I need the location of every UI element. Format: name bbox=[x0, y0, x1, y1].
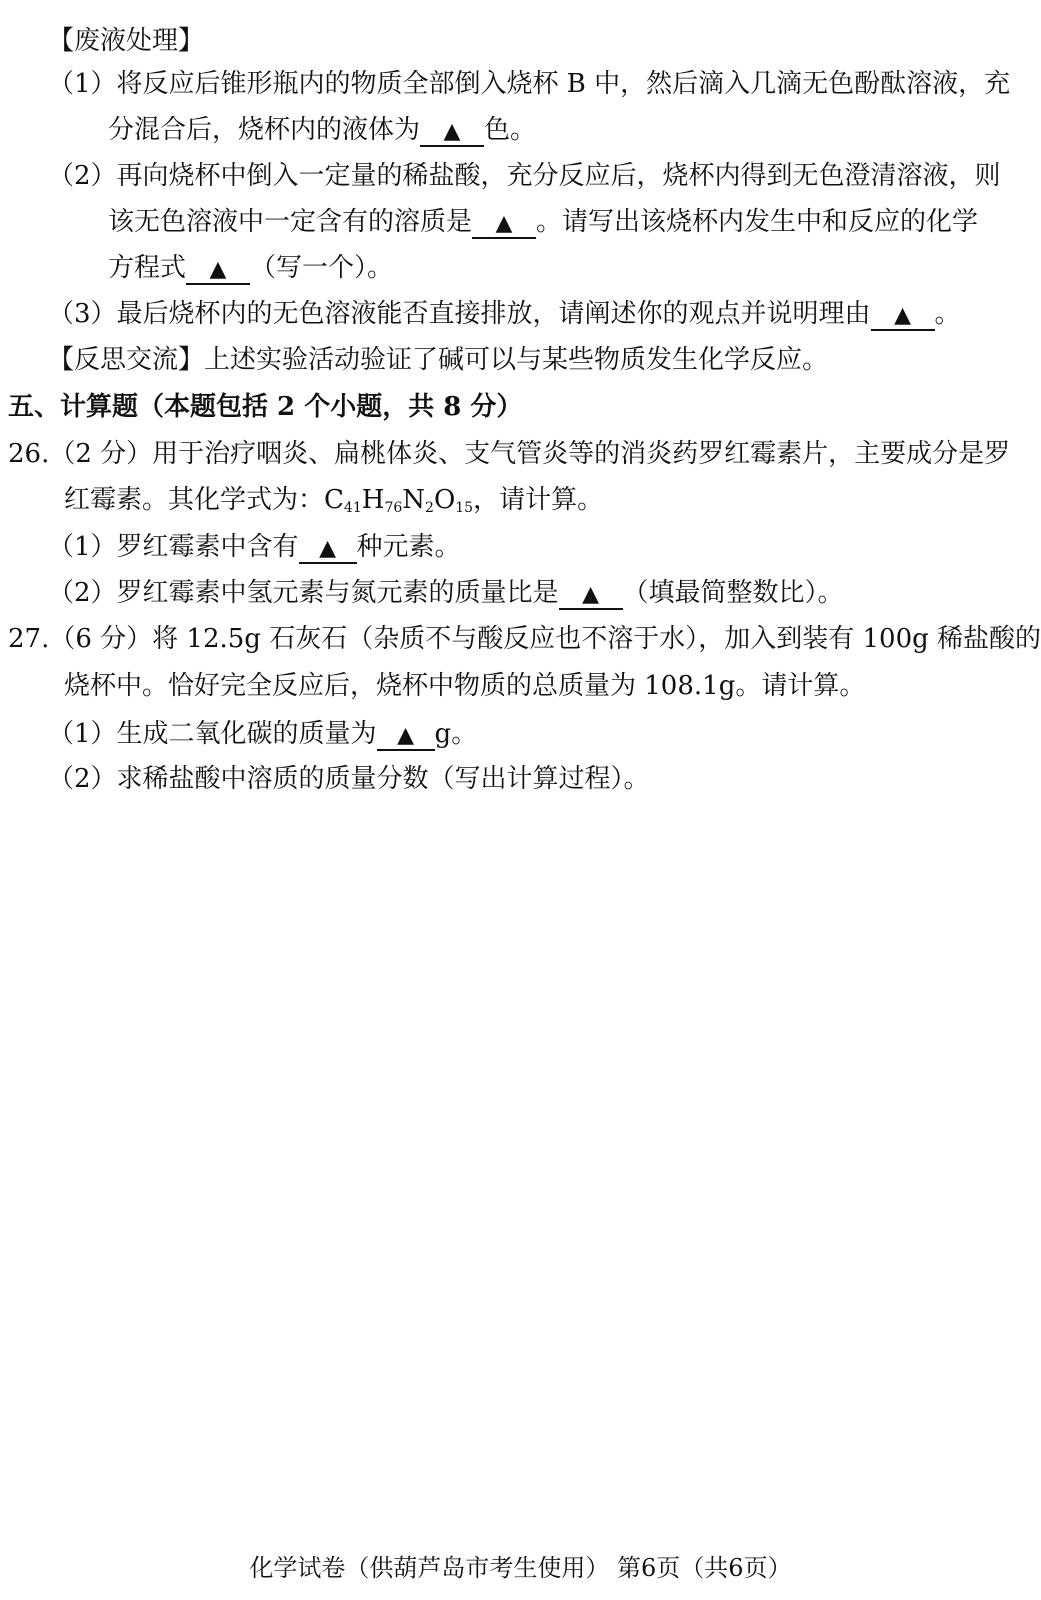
waste-q2-text: 该无色溶液中一定含有的溶质是 bbox=[108, 207, 473, 237]
formula-o: O bbox=[433, 485, 456, 515]
formula-o-count: 15 bbox=[455, 500, 474, 516]
q26-part2-suffix: （填最简整数比）。 bbox=[622, 578, 844, 608]
answer-blank[interactable]: ▲ bbox=[299, 536, 357, 564]
chemical-formula bbox=[324, 485, 473, 515]
waste-q2-suffix: 。请写出该烧杯内发生中和反应的化学 bbox=[536, 207, 979, 237]
q27-line2: 烧杯中。恰好完全反应后，烧杯中物质的总质量为 108.1g。请计算。 bbox=[64, 671, 866, 701]
waste-q2-equation-note: （写一个）。 bbox=[250, 253, 394, 283]
answer-blank[interactable]: ▲ bbox=[472, 211, 536, 239]
reflection-line: 【反思交流】上述实验活动验证了碱可以与某些物质发生化学反应。 bbox=[48, 345, 829, 375]
q26-part2-text: （2）罗红霉素中氢元素与氮元素的质量比是 bbox=[48, 578, 559, 608]
waste-q2-equation-label: 方程式 bbox=[108, 253, 187, 283]
answer-blank[interactable]: ▲ bbox=[871, 303, 935, 331]
answer-blank[interactable]: ▲ bbox=[377, 723, 435, 751]
q26-part1 bbox=[48, 530, 461, 564]
q27-part2: （2）求稀盐酸中溶质的质量分数（写出计算过程）。 bbox=[48, 764, 650, 794]
waste-q3-text: （3）最后烧杯内的无色溶液能否直接排放，请阐述你的观点并说明理由 bbox=[48, 299, 871, 329]
waste-q2-line1: （2）再向烧杯中倒入一定量的稀盐酸，充分反应后，烧杯内得到无色澄清溶液，则 bbox=[48, 161, 1001, 191]
section-5-heading: 五、计算题（本题包括 2 个小题，共 8 分） bbox=[8, 392, 523, 422]
waste-heading: 【废液处理】 bbox=[48, 26, 205, 56]
answer-blank[interactable]: ▲ bbox=[559, 582, 623, 610]
waste-q2-line2 bbox=[108, 205, 978, 239]
q26-part1-suffix: 种元素。 bbox=[356, 532, 461, 562]
waste-q1-text: 分混合后，烧杯内的液体为 bbox=[108, 115, 421, 145]
q27-part1-suffix: g。 bbox=[434, 719, 478, 749]
q26-suffix: ，请计算。 bbox=[473, 485, 604, 515]
q26-text: 红霉素。其化学式为： bbox=[64, 485, 325, 515]
q26-line1: 26.（2 分）用于治疗咽炎、扁桃体炎、支气管炎等的消炎药罗红霉素片，主要成分是罗 bbox=[8, 439, 1011, 469]
formula-n-count: 2 bbox=[425, 500, 434, 516]
waste-q1-suffix: 色。 bbox=[484, 115, 537, 145]
formula-h-count: 76 bbox=[384, 500, 403, 516]
q27-line1: 27.（6 分）将 12.5g 石灰石（杂质不与酸反应也不溶于水），加入到装有 100g 稀盐酸的 bbox=[8, 624, 1041, 654]
waste-q3-suffix: 。 bbox=[934, 299, 961, 329]
answer-blank[interactable]: ▲ bbox=[186, 257, 250, 285]
q26-part2 bbox=[48, 576, 844, 610]
q27-part1 bbox=[48, 717, 477, 751]
formula-h: H bbox=[361, 485, 385, 515]
q26-line2 bbox=[64, 483, 603, 525]
answer-blank[interactable]: ▲ bbox=[420, 119, 484, 147]
formula-c: C bbox=[324, 485, 344, 515]
formula-n: N bbox=[402, 485, 426, 515]
waste-q3-line bbox=[48, 297, 961, 331]
waste-q2-line3 bbox=[108, 251, 393, 285]
waste-q1-line2 bbox=[108, 113, 536, 147]
q26-part1-text: （1）罗红霉素中含有 bbox=[48, 532, 299, 562]
page-footer: 化学试卷（供葫芦岛市考生使用） 第6页（共6页） bbox=[249, 1554, 792, 1582]
formula-c-count: 41 bbox=[343, 500, 362, 516]
q27-part1-text: （1）生成二氧化碳的质量为 bbox=[48, 719, 377, 749]
waste-q1-line1: （1）将反应后锥形瓶内的物质全部倒入烧杯 B 中，然后滴入几滴无色酚酞溶液，充 bbox=[48, 69, 1011, 99]
